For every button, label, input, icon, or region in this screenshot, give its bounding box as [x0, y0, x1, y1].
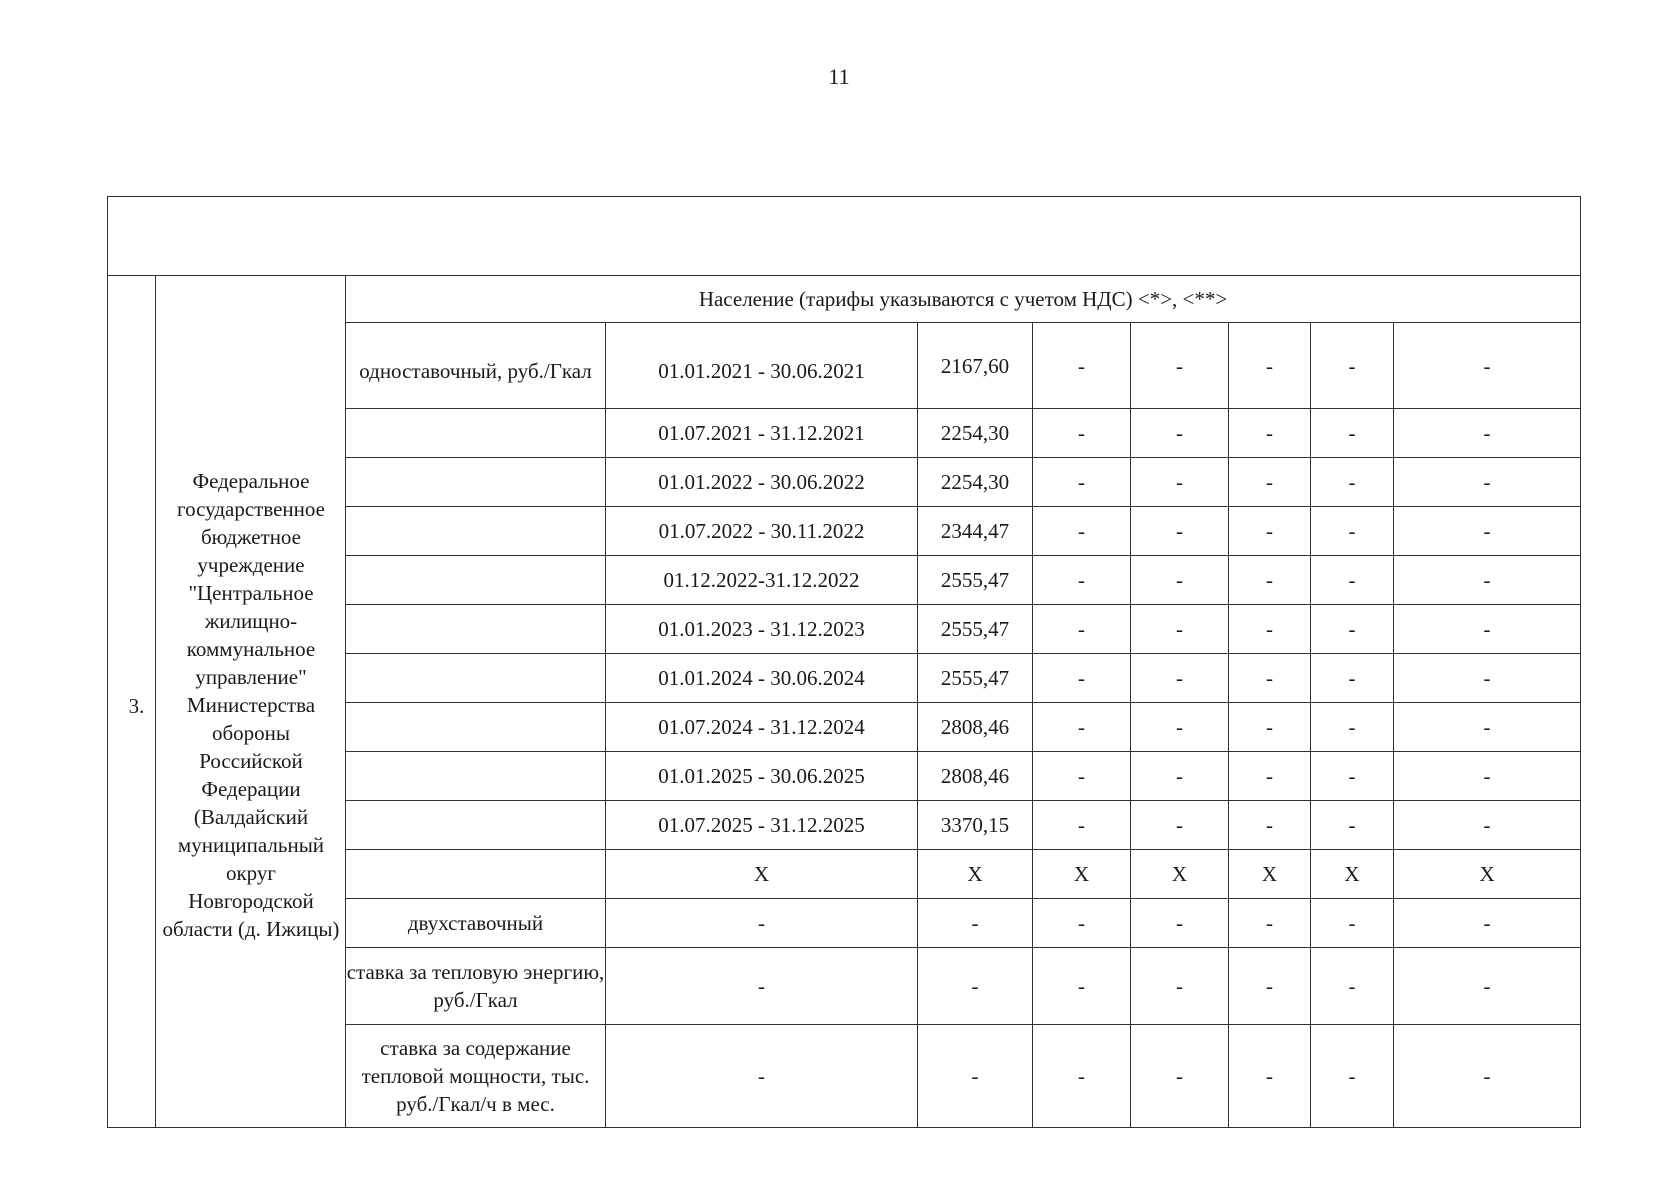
tariff-cell: - [1311, 654, 1394, 703]
tariff-cell: - [1131, 654, 1229, 703]
tariff-cell: - [1394, 801, 1581, 850]
table-header-blank-row [108, 197, 1581, 276]
tariff-cell: - [1311, 605, 1394, 654]
tariff-cell: - [1131, 409, 1229, 458]
tariff-cell: - [1033, 1025, 1131, 1128]
tariff-period: 01.01.2023 - 31.12.2023 [606, 605, 918, 654]
tariff-cell: - [1394, 458, 1581, 507]
tariff-value: 3370,15 [918, 801, 1033, 850]
tariff-cell: - [1394, 556, 1581, 605]
tariff-cell: - [1311, 752, 1394, 801]
tariff-cell: X [1229, 850, 1311, 899]
tariff-period: 01.12.2022-31.12.2022 [606, 556, 918, 605]
tariff-cell: - [1131, 1025, 1229, 1128]
tariff-cell: - [1311, 801, 1394, 850]
tariff-cell: - [1229, 654, 1311, 703]
tariff-value: - [918, 948, 1033, 1025]
tariff-period: 01.01.2025 - 30.06.2025 [606, 752, 918, 801]
tariff-period: 01.01.2024 - 30.06.2024 [606, 654, 918, 703]
tariff-period: X [606, 850, 918, 899]
tariff-type: ставка за содержание тепловой мощности, тыс. руб./Гкал/ч в мес. [346, 1025, 606, 1128]
tariff-cell: - [1131, 556, 1229, 605]
tariff-cell: - [1131, 605, 1229, 654]
tariff-cell: - [1033, 409, 1131, 458]
tariff-cell: - [1131, 752, 1229, 801]
tariff-value: 2167,60 [918, 323, 1033, 409]
tariff-cell: - [1229, 948, 1311, 1025]
tariff-cell: - [1033, 948, 1131, 1025]
tariff-value: 2254,30 [918, 409, 1033, 458]
tariff-cell: - [1394, 1025, 1581, 1128]
organization-name: Федеральное государственное бюджетное учреждение "Центральное жилищно-коммунальное управление" Министерства обороны Российской Федерации (Валдайский муниципальный округ Новгородской области (д. Ижицы) [156, 276, 346, 1128]
tariff-cell: - [1033, 323, 1131, 409]
tariff-cell: - [1033, 801, 1131, 850]
tariff-cell: - [1033, 556, 1131, 605]
tariff-type [346, 850, 606, 899]
tariff-period: 01.01.2021 - 30.06.2021 [606, 323, 918, 409]
row-number: 3. [108, 276, 156, 1128]
tariff-cell: - [1033, 752, 1131, 801]
tariff-cell: - [1229, 801, 1311, 850]
tariff-period: 01.01.2022 - 30.06.2022 [606, 458, 918, 507]
tariff-table [107, 196, 1581, 1128]
tariff-period: - [606, 899, 918, 948]
tariff-value: 2808,46 [918, 703, 1033, 752]
tariff-period: 01.07.2024 - 31.12.2024 [606, 703, 918, 752]
tariff-value: X [918, 850, 1033, 899]
tariff-period: 01.07.2025 - 31.12.2025 [606, 801, 918, 850]
tariff-cell: - [1311, 703, 1394, 752]
tariff-type: двухставочный [346, 899, 606, 948]
tariff-type [346, 458, 606, 507]
tariff-cell: - [1394, 323, 1581, 409]
tariff-value: - [918, 899, 1033, 948]
tariff-cell: - [1131, 323, 1229, 409]
tariff-cell: - [1394, 409, 1581, 458]
tariff-period: 01.07.2021 - 31.12.2021 [606, 409, 918, 458]
tariff-cell: X [1311, 850, 1394, 899]
tariff-value: 2555,47 [918, 605, 1033, 654]
tariff-cell: - [1229, 323, 1311, 409]
tariff-cell: - [1394, 703, 1581, 752]
tariff-type: ставка за тепловую энергию, руб./Гкал [346, 948, 606, 1025]
tariff-cell: - [1033, 605, 1131, 654]
tariff-cell: - [1131, 948, 1229, 1025]
tariff-cell: - [1311, 507, 1394, 556]
tariff-cell: - [1229, 507, 1311, 556]
tariff-cell: - [1394, 899, 1581, 948]
tariff-cell: - [1394, 507, 1581, 556]
tariff-cell: X [1131, 850, 1229, 899]
tariff-value: 2254,30 [918, 458, 1033, 507]
group-header: Население (тарифы указываются с учетом НДС) <*>, <**> [346, 276, 1581, 323]
tariff-value: 2808,46 [918, 752, 1033, 801]
blank-cell [108, 197, 1581, 276]
tariff-cell: - [1229, 409, 1311, 458]
tariff-cell: - [1394, 752, 1581, 801]
tariff-type [346, 801, 606, 850]
tariff-cell: - [1131, 703, 1229, 752]
tariff-type [346, 556, 606, 605]
tariff-value: 2344,47 [918, 507, 1033, 556]
tariff-cell: - [1033, 458, 1131, 507]
tariff-cell: - [1131, 899, 1229, 948]
tariff-cell: - [1229, 458, 1311, 507]
tariff-value: 2555,47 [918, 654, 1033, 703]
tariff-type [346, 507, 606, 556]
tariff-cell: - [1229, 1025, 1311, 1128]
tariff-cell: - [1311, 948, 1394, 1025]
tariff-cell: - [1394, 605, 1581, 654]
tariff-cell: - [1131, 507, 1229, 556]
tariff-period: 01.07.2022 - 30.11.2022 [606, 507, 918, 556]
tariff-type [346, 703, 606, 752]
tariff-type [346, 752, 606, 801]
tariff-cell: - [1311, 458, 1394, 507]
tariff-type [346, 605, 606, 654]
tariff-cell: - [1131, 458, 1229, 507]
tariff-cell: - [1229, 703, 1311, 752]
tariff-cell: X [1033, 850, 1131, 899]
tariff-type [346, 409, 606, 458]
tariff-period: - [606, 948, 918, 1025]
tariff-cell: - [1033, 899, 1131, 948]
tariff-period: - [606, 1025, 918, 1128]
tariff-cell: - [1394, 654, 1581, 703]
tariff-cell: - [1229, 752, 1311, 801]
tariff-cell: - [1311, 409, 1394, 458]
tariff-cell: - [1311, 899, 1394, 948]
tariff-cell: - [1229, 899, 1311, 948]
tariff-cell: - [1033, 703, 1131, 752]
tariff-type [346, 654, 606, 703]
page-number: 11 [828, 64, 850, 89]
table-row [108, 276, 1581, 323]
tariff-cell: - [1229, 556, 1311, 605]
tariff-cell: - [1311, 1025, 1394, 1128]
tariff-value: 2555,47 [918, 556, 1033, 605]
tariff-cell: - [1311, 556, 1394, 605]
tariff-cell: X [1394, 850, 1581, 899]
tariff-cell: - [1394, 948, 1581, 1025]
tariff-cell: - [1131, 801, 1229, 850]
tariff-cell: - [1311, 323, 1394, 409]
tariff-cell: - [1033, 654, 1131, 703]
tariff-type: одноставочный, руб./Гкал [346, 323, 606, 409]
tariff-value: - [918, 1025, 1033, 1128]
tariff-cell: - [1229, 605, 1311, 654]
tariff-cell: - [1033, 507, 1131, 556]
